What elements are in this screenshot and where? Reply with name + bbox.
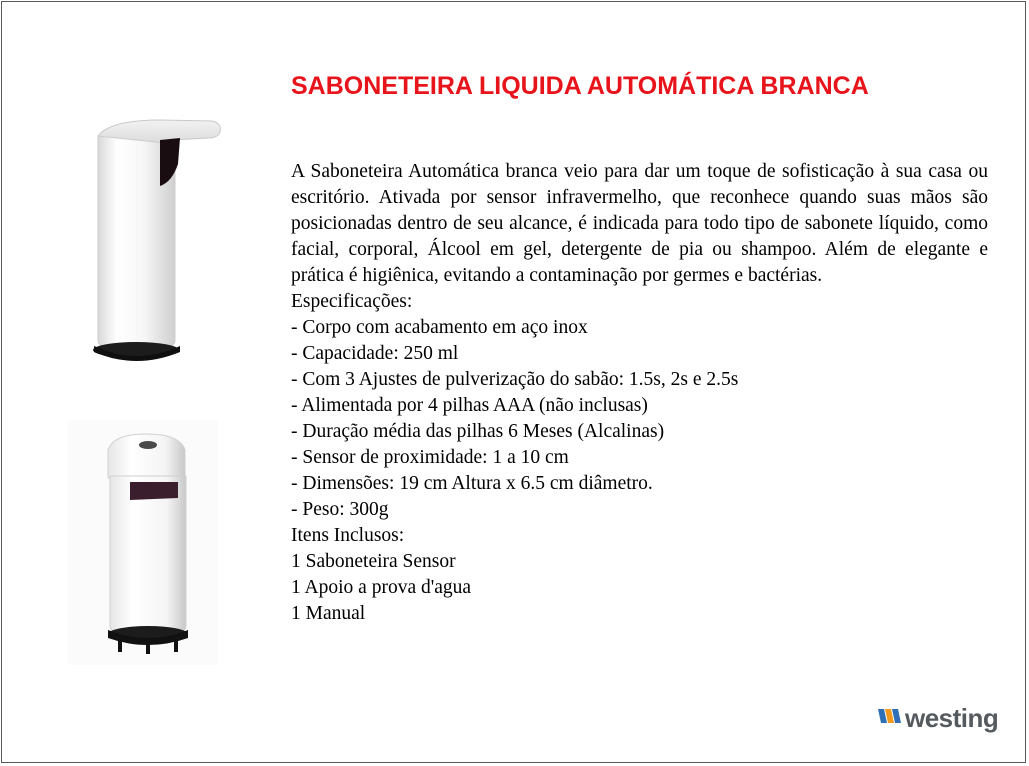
spec-item: - Corpo com acabamento em aço inox <box>291 317 588 338</box>
westing-logo <box>878 701 998 735</box>
spec-item: - Alimentada por 4 pilhas AAA (não inclusas) <box>291 395 648 416</box>
page-frame <box>1 1 1026 763</box>
spec-item: - Dimensões: 19 cm Altura x 6.5 cm diâmetro. <box>291 473 653 494</box>
included-heading: Itens Inclusos: <box>291 525 405 546</box>
westing-logo-icon <box>878 706 902 731</box>
product-title: SABONETEIRA LIQUIDA AUTOMÁTICA BRANCA <box>291 72 869 100</box>
product-description-block <box>291 159 988 627</box>
product-photo-upright-dispenser <box>68 420 218 665</box>
spec-item: - Peso: 300g <box>291 499 389 520</box>
included-item: 1 Saboneteira Sensor <box>291 551 456 572</box>
included-item: 1 Apoio a prova d'agua <box>291 577 472 598</box>
spec-item: - Duração média das pilhas 6 Meses (Alcalinas) <box>291 421 665 442</box>
product-photo-spout-dispenser <box>80 114 230 372</box>
spec-item: - Sensor de proximidade: 1 a 10 cm <box>291 447 569 468</box>
spec-item: - Com 3 Ajustes de pulverização do sabão: 1.5s, 2s e 2.5s <box>291 369 739 390</box>
westing-logo-text: westing <box>905 702 999 733</box>
specs-heading: Especificações: <box>291 291 413 312</box>
product-description: A Saboneteira Automática branca veio para dar um toque de sofisticação à sua casa ou escritório. Ativada por sensor infravermelho, que reconhece quando suas mãos são posicionadas dentro de seu alcance, é indicada para todo tipo de sabonete líquido, como facial, corporal, Álcool em gel, detergente de pia ou shampoo. Além de elegante e prática é higiênica, evitando a contaminação por germes e bactérias. <box>291 161 988 286</box>
spec-item: - Capacidade: 250 ml <box>291 343 459 364</box>
included-item: 1 Manual <box>291 603 366 624</box>
